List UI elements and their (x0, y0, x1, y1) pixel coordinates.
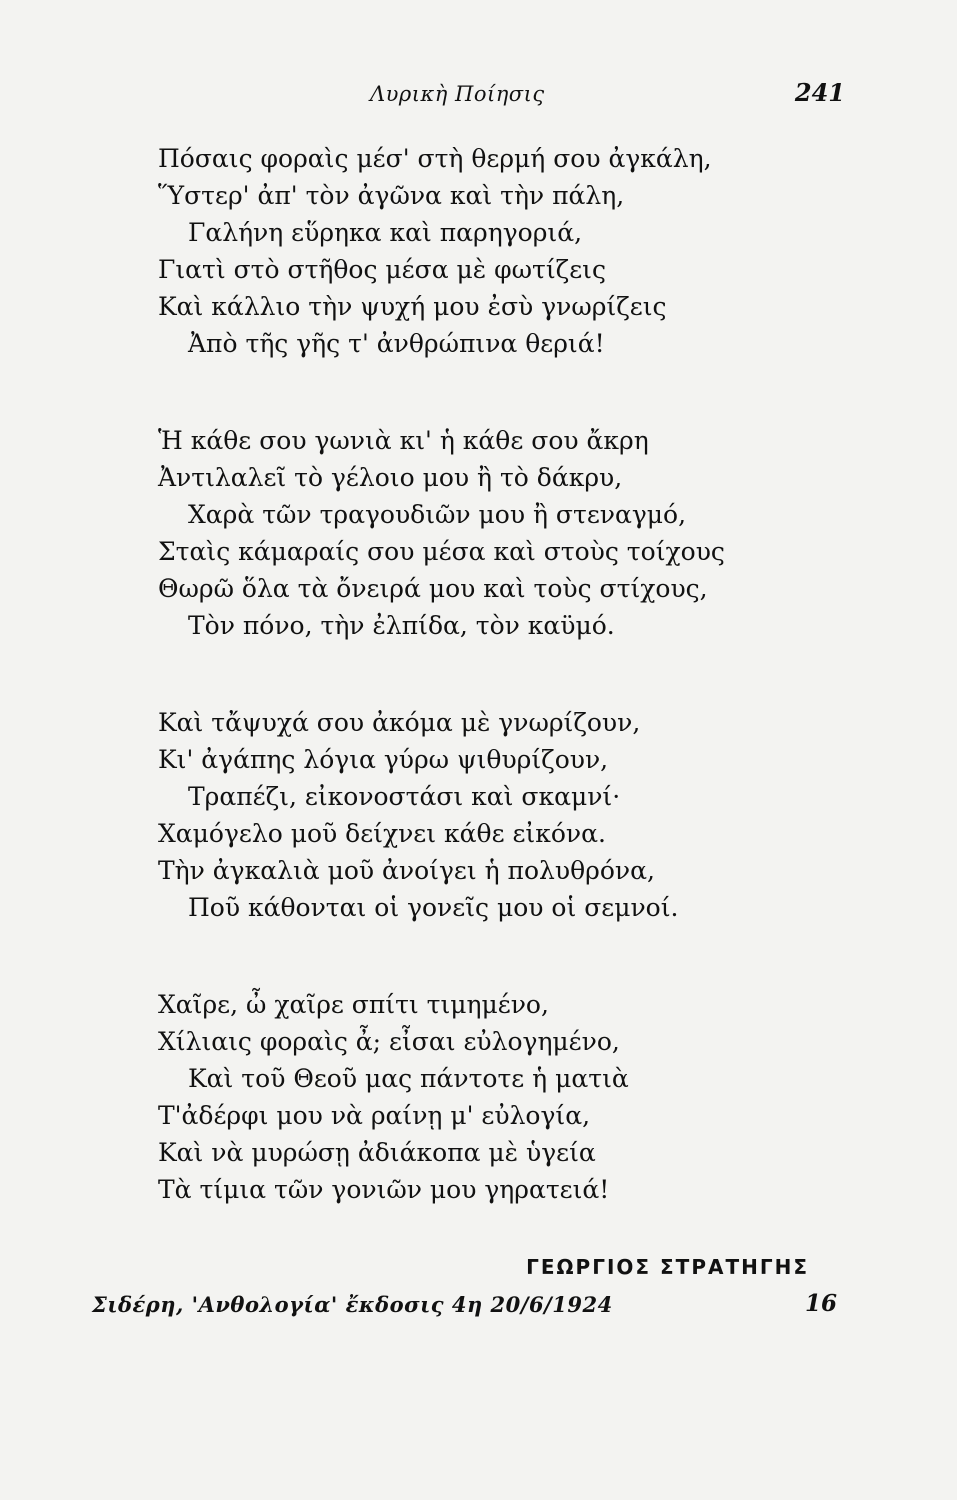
source-citation: Σιδέρη, 'Ανθολογία' ἔκδοσις 4η 20/6/1924 (92, 1292, 613, 1317)
poem-line: Καὶ νὰ μυρώσῃ ἀδιάκοπα μὲ ὑγεία (158, 1138, 596, 1167)
poem-line: Τὰ τίμια τῶν γονιῶν μου γηρατειά! (158, 1175, 610, 1204)
poem-line: Χαμόγελο μοῦ δείχνει κάθε εἰκόνα. (158, 819, 606, 848)
poem-line: Καὶ κάλλιο τὴν ψυχή μου ἐσὺ γνωρίζεις (158, 292, 667, 321)
poem-line: Θωρῶ ὅλα τὰ ὄνειρά μου καὶ τοὺς στίχους, (158, 574, 708, 603)
poem-line: Ἡ κάθε σου γωνιὰ κι' ἡ κάθε σου ἄκρη (158, 426, 649, 455)
poem-line: Σταὶς κάμαραίς σου μέσα καὶ στοὺς τοίχους (158, 537, 725, 566)
poem-line: Ἀπὸ τῆς γῆς τ' ἀνθρώπινα θεριά! (188, 329, 605, 358)
running-title: Λυρικὴ Ποίησις (370, 82, 545, 106)
page-number: 241 (794, 78, 845, 107)
author-signature: ΓΕΩΡΓΙΟΣ ΣΤΡΑΤΗΓΗΣ (526, 1255, 809, 1279)
poem-line: Τ'ἀδέρφι μου νὰ ραίνῃ μ' εὐλογία, (158, 1101, 591, 1130)
stanza-3 (158, 704, 798, 926)
poem-line: Καὶ τοῦ Θεοῦ μας πάντοτε ἡ ματιὰ (188, 1064, 629, 1093)
stanza-2 (158, 422, 798, 644)
poem (158, 140, 798, 1268)
poem-line: Τὸν πόνο, τὴν ἐλπίδα, τὸν καϋμό. (188, 611, 615, 640)
poem-line: Τραπέζι, εἰκονοστάσι καὶ σκαμνί· (188, 782, 621, 811)
poem-line: Ἀντιλαλεῖ τὸ γέλοιο μου ἢ τὸ δάκρυ, (158, 463, 623, 492)
poem-line: Γιατὶ στὸ στῆθος μέσα μὲ φωτίζεις (158, 255, 606, 284)
poem-line: Χαρὰ τῶν τραγουδιῶν μου ἢ στεναγμό, (188, 500, 687, 529)
poem-line: Χαῖρε, ὦ χαῖρε σπίτι τιμημένο, (158, 990, 549, 1019)
stanza-1 (158, 140, 798, 362)
stanza-4 (158, 986, 798, 1208)
poem-line: Πόσαις φοραὶς μέσ' στὴ θερμή σου ἀγκάλη, (158, 144, 712, 173)
poem-line: Ὕστερ' ἀπ' τὸν ἀγῶνα καὶ τὴν πάλη, (158, 181, 625, 210)
poem-line: Τὴν ἀγκαλιὰ μοῦ ἀνοίγει ἡ πολυθρόνα, (158, 856, 655, 885)
sheet-number: 16 (804, 1290, 837, 1317)
poem-line: Κι' ἀγάπης λόγια γύρω ψιθυρίζουν, (158, 745, 609, 774)
poem-line: Καὶ τἄψυχά σου ἀκόμα μὲ γνωρίζουν, (158, 708, 641, 737)
poem-line: Γαλήνη εὕρηκα καὶ παρηγοριά, (188, 218, 583, 247)
poem-line: Χίλιαις φοραὶς ἆ; εἶσαι εὐλογημένο, (158, 1027, 620, 1056)
poem-line: Ποῦ κάθονται οἱ γονεῖς μου οἱ σεμνοί. (188, 893, 679, 922)
